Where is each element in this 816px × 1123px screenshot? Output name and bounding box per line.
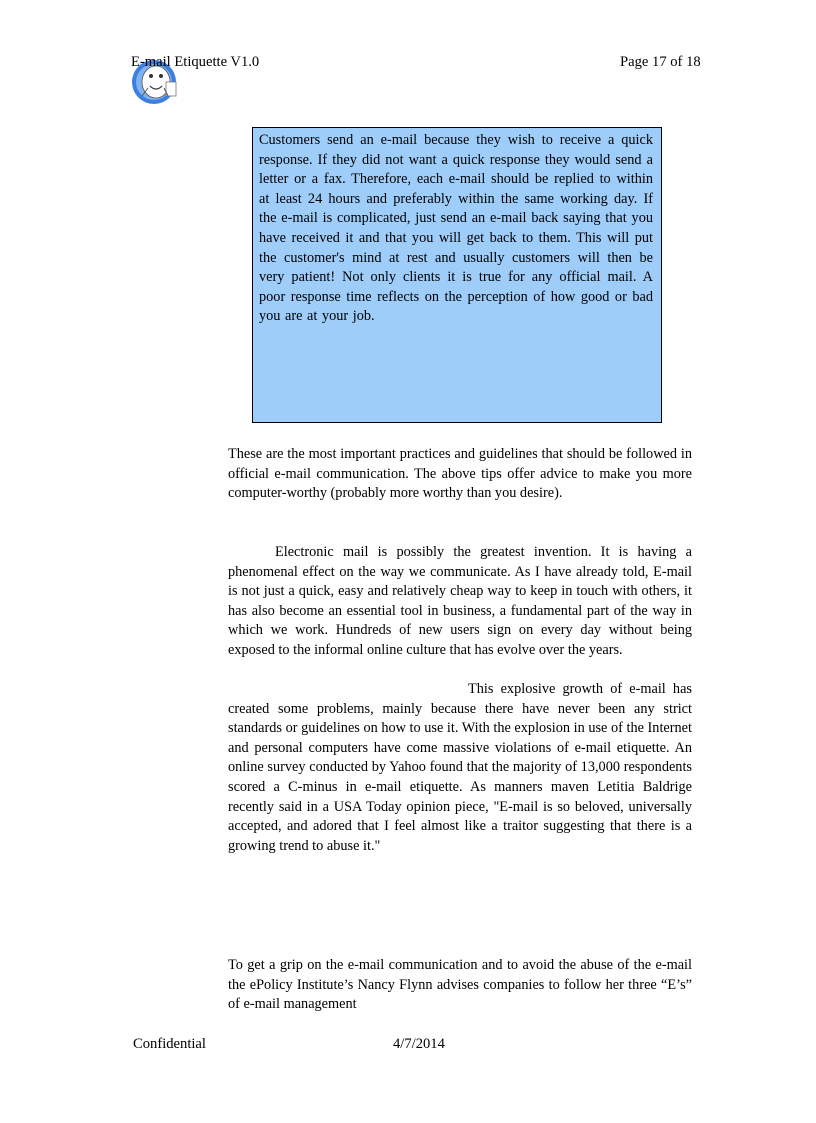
callout-text: Customers send an e-mail because they wish to receive a quick response. If they did not want a quick response they would send a letter or a fax. Therefore, each e-mail should be replied to within at least 24 hours and preferably within the same working day. If the e-mail is complicated, just send an e-mail back saying that you have received it and that you will get back to them. This will put the customer's mind at rest and usually customers will then be very patient! Not only clients it is true for any official mail. A poor response time reflects on the perception of how good or bad you are at your job. [259,132,653,325]
header-title: E-mail Etiquette V1.0 [131,54,260,70]
body-paragraph-3: This explosive growth of e-mail has created some problems, mainly because there have never been any strict standards or guidelines on how to use it. With the explosion in use of the Internet and personal computers have come massive violations of e-mail etiquette. An online survey conducted by Yahoo found that the majority of 13,000 respondents scored a C-minus in e-mail etiquette. As manners maven Letitia Baldrige recently said in a USA Today opinion piece, "E-mail is so beloved, universally accepted, and adored that I feel almost like a traitor suggesting that there is a growing trend to abuse it." [228,681,692,854]
page-number: Page 17 of 18 [620,54,701,70]
footer-date: 4/7/2014 [393,1036,445,1052]
callout-box [252,127,662,423]
body-paragraph-1: These are the most important practices and guidelines that should be followed in official e-mail communication. The above tips offer advice to make you more computer-worthy (probably more worthy than you desire). [228,446,692,502]
body-paragraph-2: Electronic mail is possibly the greatest invention. It is having a phenomenal effect on the way we communicate. As I have already told, E-mail is not just a quick, easy and relatively cheap way to keep in touch with others, it has also become an essential tool in business, a fundamental part of the way in which we work. Hundreds of new users sign on every day without being exposed to the informal online culture that has evolve over the years. [228,544,692,658]
footer-confidential: Confidential [133,1036,206,1052]
body-paragraph-4: To get a grip on the e-mail communication and to avoid the abuse of the e-mail the ePolicy Institute’s Nancy Flynn advises companies to follow her three “E’s” of e-mail management [228,957,692,1013]
